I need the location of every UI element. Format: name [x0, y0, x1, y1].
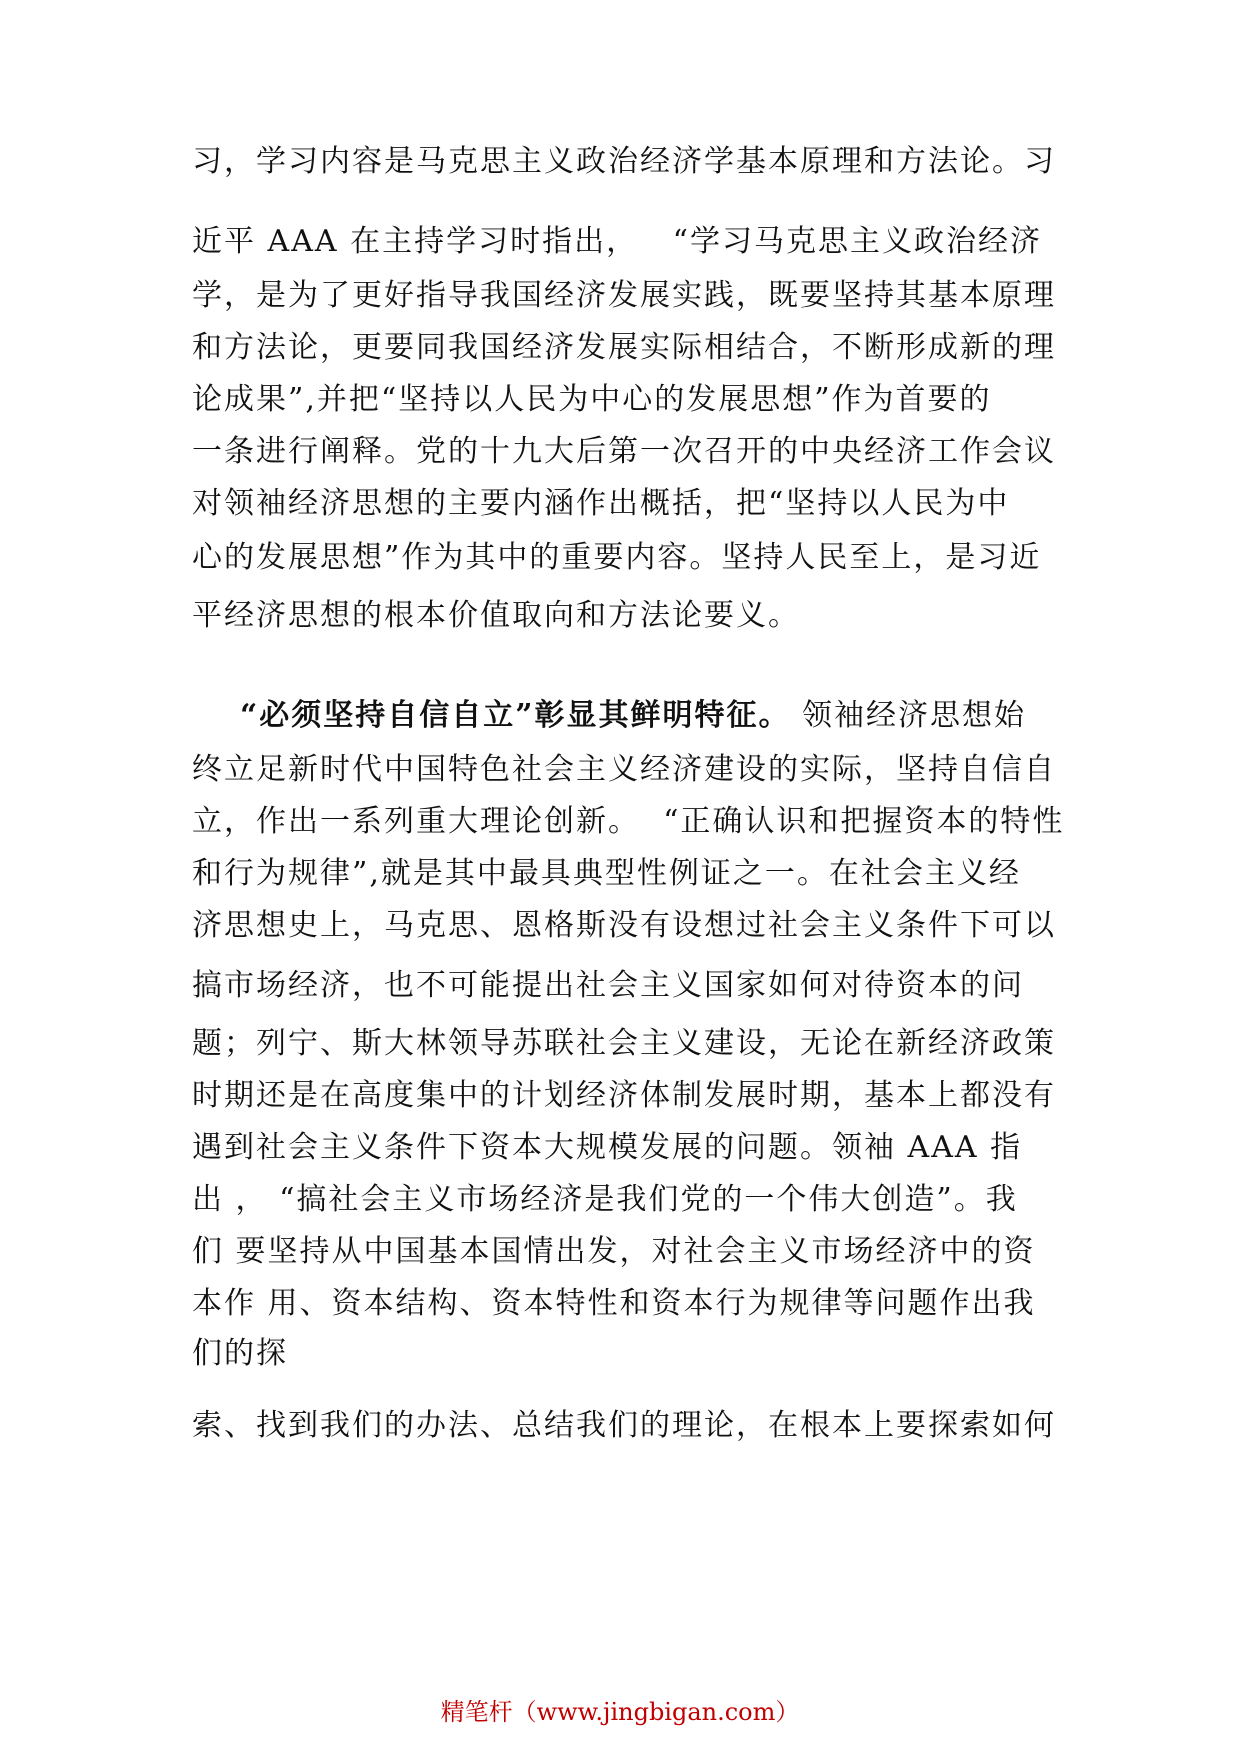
text-line: 济思想史上，马克思、恩格斯没有设想过社会主义条件下可以	[192, 908, 1056, 943]
text-line: 搞市场经济，也不可能提出社会主义国家如何对待资本的问	[192, 968, 1024, 1003]
section-heading: “必须坚持自信自立”彰显其鲜明特征。	[240, 698, 791, 733]
text-line: 本作 用、资本结构、资本特性和资本行为规律等问题作出我	[192, 1286, 1036, 1321]
text-line: 终立足新时代中国特色社会主义经济建设的实际，坚持自信自	[192, 752, 1056, 787]
text-line: 时期还是在高度集中的计划经济体制发展时期，基本上都没有	[192, 1078, 1056, 1113]
text-line: 心的发展思想”作为其中的重要内容。坚持人民至上，是习近	[192, 540, 1042, 575]
text-line: 学，是为了更好指导我国经济发展实践，既要坚持其基本原理	[192, 278, 1056, 313]
text-line: 一条进行阐释。党的十九大后第一次召开的中央经济工作会议	[192, 434, 1056, 469]
paragraph-first-line	[240, 696, 1026, 736]
text-line: 对领袖经济思想的主要内涵作出概括，把“坚持以人民为中	[192, 486, 1010, 521]
text-line: 近平 AAA 在主持学习时指出， “学习马克思主义政治经济	[192, 224, 1043, 259]
text-line: 和行为规律”,就是其中最具典型性例证之一。在社会主义经	[192, 856, 1021, 891]
text-line: 们 要坚持从中国基本国情出发，对社会主义市场经济中的资	[192, 1234, 1036, 1269]
text-line: 和方法论，更要同我国经济发展实际相结合，不断形成新的理	[192, 330, 1056, 365]
text-line-rest: 领袖经济思想始	[790, 698, 1027, 733]
text-line: 们的探	[192, 1336, 288, 1371]
footer-watermark: 精笔杆（www.jingbigan.com）	[440, 1698, 800, 1726]
text-line: 出 ， “搞社会主义市场经济是我们党的一个伟大创造”。我	[192, 1182, 1018, 1217]
text-line: 论成果”,并把“坚持以人民为中心的发展思想”作为首要的	[192, 382, 992, 417]
text-line: 习，学习内容是马克思主义政治经济学基本原理和方法论。习	[192, 144, 1056, 179]
text-line: 索、找到我们的办法、总结我们的理论，在根本上要探索如何	[192, 1408, 1056, 1443]
text-line: 平经济思想的根本价值取向和方法论要义。	[192, 598, 800, 633]
text-line: 题；列宁、斯大林领导苏联社会主义建设，无论在新经济政策	[192, 1026, 1056, 1061]
text-line: 立，作出一系列重大理论创新。 “正确认识和把握资本的特性	[192, 804, 1065, 839]
text-line: 遇到社会主义条件下资本大规模发展的问题。领袖 AAA 指	[192, 1130, 1023, 1165]
